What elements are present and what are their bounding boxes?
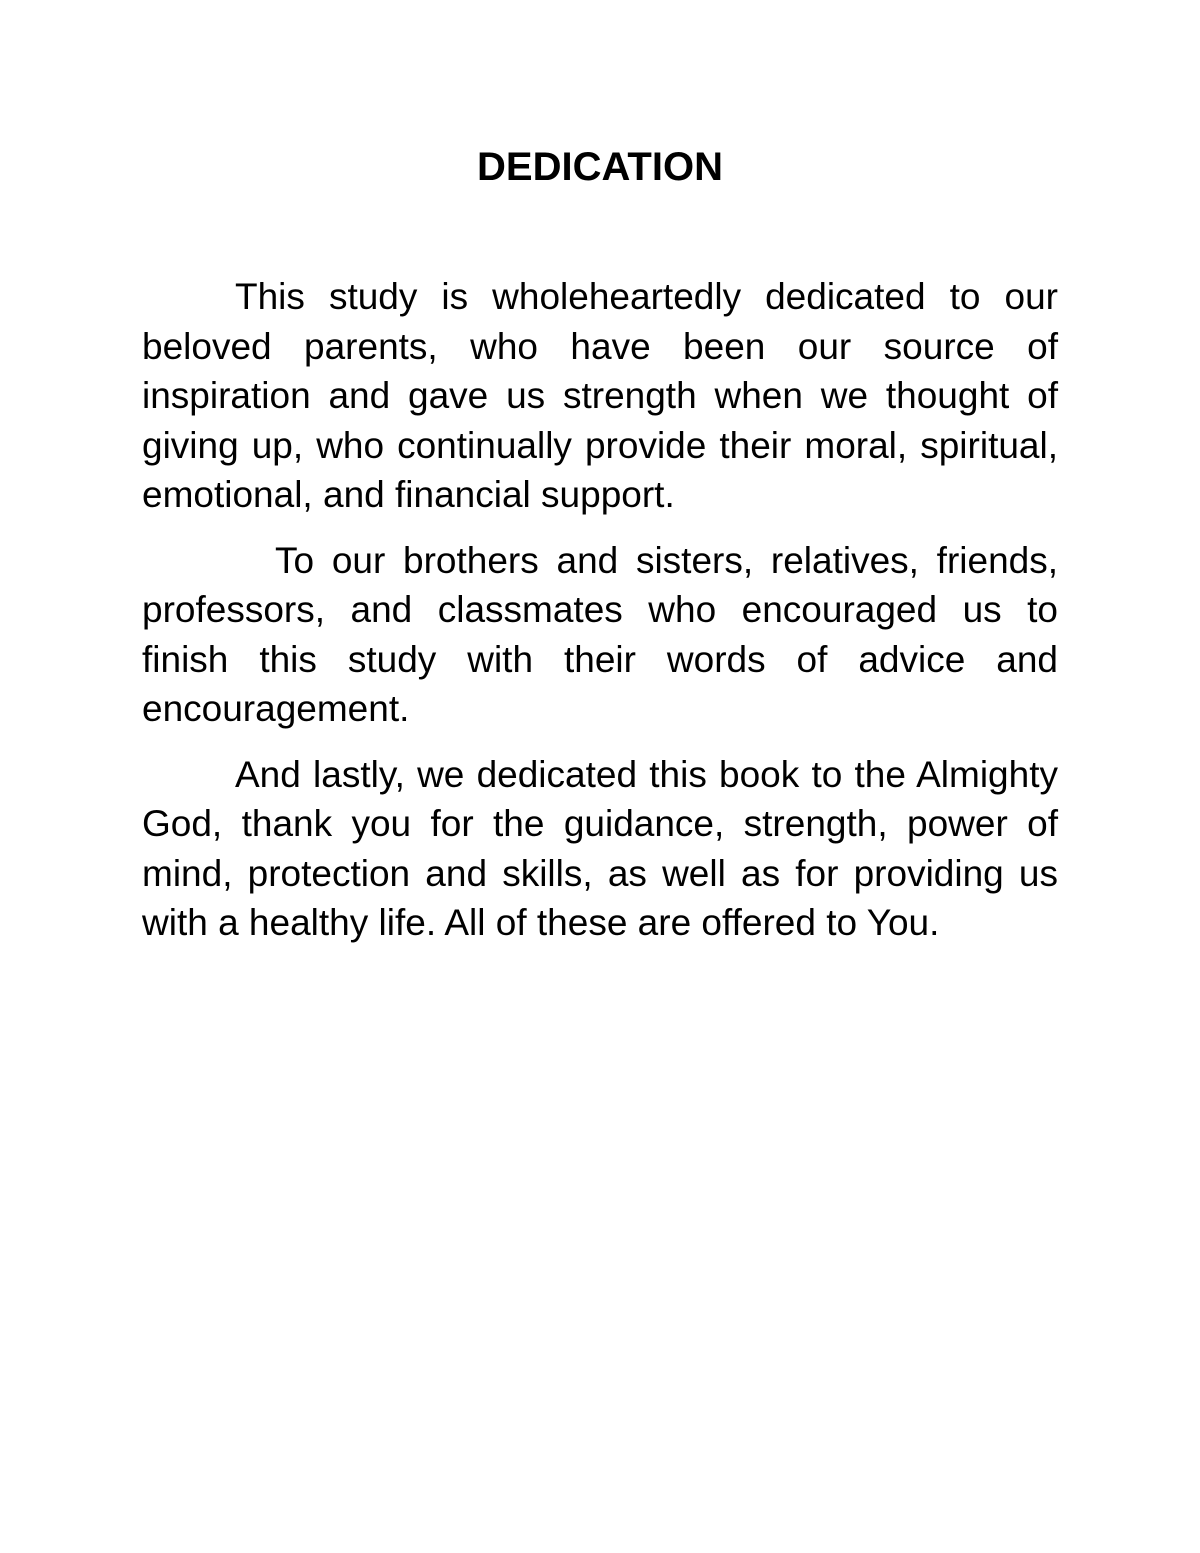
dedication-paragraph-god: And lastly, we dedicated this book to the Almighty God, thank you for the guidance, strength, power of mind, protection and skills, as well as for providing us with a healthy life. All of these are offered to You. xyxy=(142,753,1058,943)
page-title: DEDICATION xyxy=(477,145,723,189)
dedication-body xyxy=(142,272,1058,948)
dedication-paragraph-parents: This study is wholeheartedly dedicated to our beloved parents, who have been our source of inspiration and gave us strength when we thought of giving up, who continually provide their moral, spiritual, emotional, and financial support. xyxy=(142,276,1058,515)
dedication-paragraph-family-friends: To our brothers and sisters, relatives, friends, professors, and classmates who encouraged us to finish this study with their words of advice and encouragement. xyxy=(142,539,1058,729)
